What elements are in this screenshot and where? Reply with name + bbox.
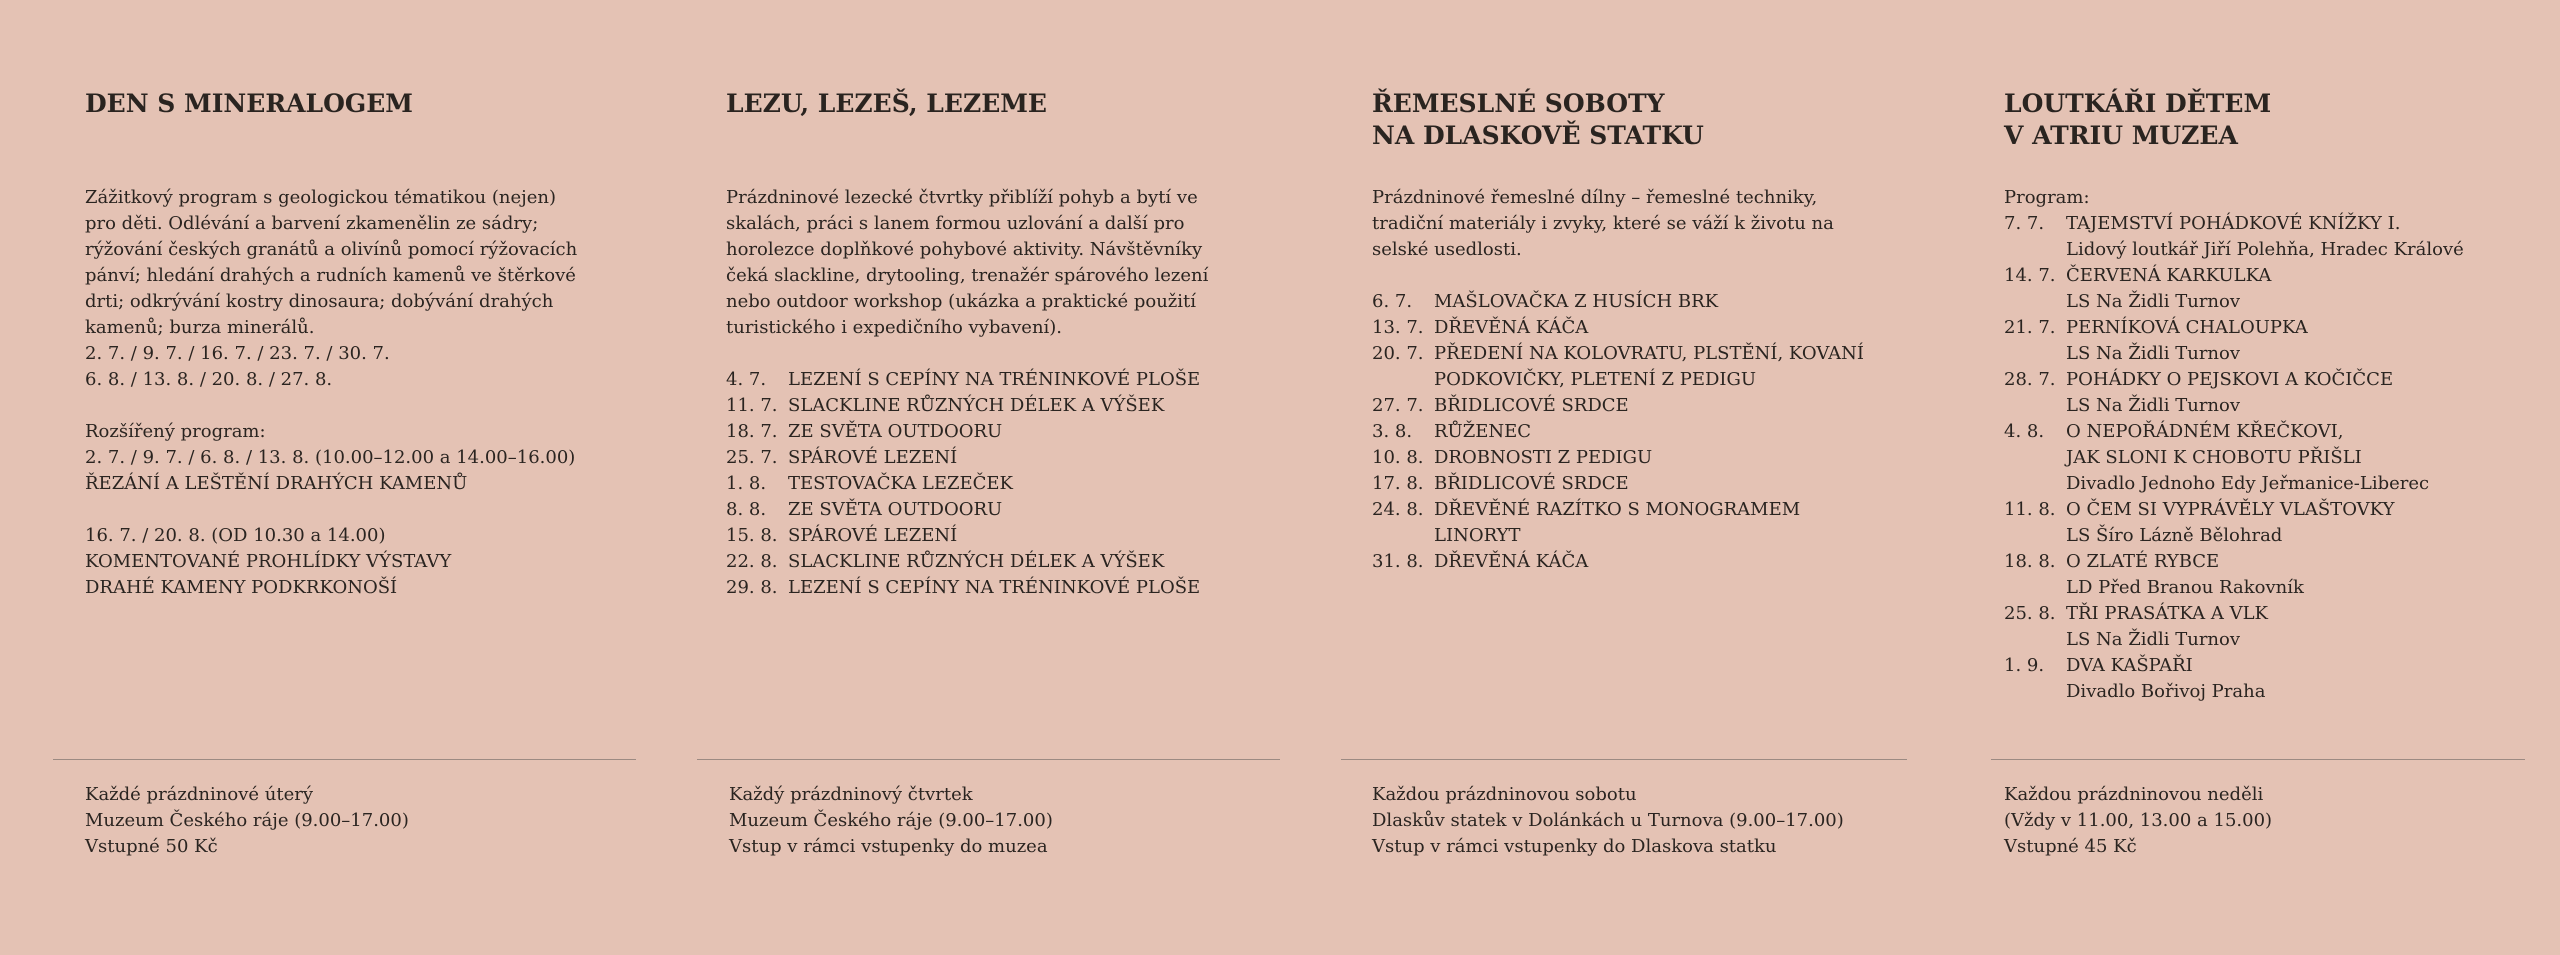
footer-place: Muzeum Českého ráje (9.00–17.00) xyxy=(729,810,1053,831)
schedule-title: PERNÍKOVÁ CHALOUPKA LS Na Židli Turnov xyxy=(2066,317,2308,364)
schedule-row xyxy=(2004,367,2464,419)
schedule-date: 22. 8. xyxy=(726,551,778,572)
intro-line: horolezce doplňkové pohybové aktivity. Návštěvníky xyxy=(726,239,1203,260)
schedule-date: 13. 7. xyxy=(1372,317,1424,338)
tour-title: KOMENTOVANÉ PROHLÍDKY VÝSTAVY xyxy=(85,551,452,572)
column-title: ŘEMESLNÉ SOBOTY NA DLASKOVĚ STATKU xyxy=(1372,89,1704,150)
schedule-date: 27. 7. xyxy=(1372,395,1424,416)
schedule-title: RŮŽENEC xyxy=(1434,421,1532,442)
schedule-date: 11. 7. xyxy=(726,395,778,416)
column-title: LEZU, LEZEŠ, LEZEME xyxy=(726,89,1047,118)
schedule-date: 1. 9. xyxy=(2004,655,2045,676)
schedule-row xyxy=(1372,419,1864,445)
schedule-row xyxy=(726,445,1208,471)
dates-line: 2. 7. / 9. 7. / 16. 7. / 23. 7. / 30. 7. xyxy=(85,343,390,364)
schedule-title: DŘEVĚNÉ RAZÍTKO S MONOGRAMEM LINORYT xyxy=(1434,499,1801,546)
schedule-row xyxy=(2004,211,2464,263)
schedule-title: ZE SVĚTA OUTDOORU xyxy=(788,499,1003,520)
schedule-row xyxy=(2004,263,2464,315)
schedule-date: 31. 8. xyxy=(1372,551,1424,572)
schedule-date: 1. 8. xyxy=(726,473,767,494)
schedule-title: O ZLATÉ RYBCE LD Před Branou Rakovník xyxy=(2066,551,2304,598)
schedule-date: 14. 7. xyxy=(2004,265,2056,286)
extended-program-label: Rozšířený program: xyxy=(85,421,266,442)
divider xyxy=(53,759,636,760)
column-body xyxy=(726,185,1208,601)
schedule-row xyxy=(1372,315,1864,341)
schedule-row xyxy=(726,497,1208,523)
schedule-date: 17. 8. xyxy=(1372,473,1424,494)
schedule-date: 7. 7. xyxy=(2004,213,2045,234)
schedule-date: 6. 7. xyxy=(1372,291,1413,312)
schedule-title: TŘI PRASÁTKA A VLK LS Na Židli Turnov xyxy=(2066,603,2268,650)
column-footer xyxy=(729,782,1053,860)
schedule-title: POHÁDKY O PEJSKOVI A KOČIČCE LS Na Židli Turnov xyxy=(2066,369,2394,416)
intro-line: pánví; hledání drahých a rudních kamenů ve štěrkové xyxy=(85,265,576,286)
footer-price: Vstup v rámci vstupenky do Dlaskova statku xyxy=(1372,836,1777,857)
column-body xyxy=(85,185,577,601)
extended-program-dates: 2. 7. / 9. 7. / 6. 8. / 13. 8. (10.00–12.00 a 14.00–16.00) xyxy=(85,447,576,468)
schedule-row xyxy=(726,471,1208,497)
schedule-row xyxy=(1372,497,1864,549)
schedule-title: SPÁROVÉ LEZENÍ xyxy=(788,525,958,546)
footer-price: Vstupné 50 Kč xyxy=(85,836,218,857)
schedule-title: ZE SVĚTA OUTDOORU xyxy=(788,421,1003,442)
schedule-row xyxy=(2004,315,2464,367)
intro-line: turistického i expedičního vybavení). xyxy=(726,317,1063,338)
schedule-row xyxy=(2004,549,2464,601)
footer-day: Každou prázdninovou sobotu xyxy=(1372,784,1637,805)
intro-line: rýžování českých granátů a olivínů pomocí rýžovacích xyxy=(85,239,578,260)
intro-line: tradiční materiály i zvyky, které se váží k životu na xyxy=(1372,213,1834,234)
schedule-row xyxy=(1372,549,1864,575)
column-footer xyxy=(2004,782,2272,860)
schedule-row xyxy=(2004,601,2464,653)
footer-place: Dlaskův statek v Dolánkách u Turnova (9.00–17.00) xyxy=(1372,810,1844,831)
schedule-date: 15. 8. xyxy=(726,525,778,546)
column-body xyxy=(1372,185,1864,575)
intro-line: drti; odkrývání kostry dinosaura; dobývání drahých xyxy=(85,291,554,312)
schedule-title: O NEPOŘÁDNÉM KŘEČKOVI, JAK SLONI K CHOBOTU PŘIŠLI Divadlo Jednoho Edy Jeřmanice-Liberec xyxy=(2066,421,2430,494)
schedule-date: 18. 7. xyxy=(726,421,778,442)
schedule-title: TAJEMSTVÍ POHÁDKOVÉ KNÍŽKY I. Lidový loutkář Jiří Polehňa, Hradec Králové xyxy=(2066,213,2464,260)
schedule-title: BŘIDLICOVÉ SRDCE xyxy=(1434,473,1629,494)
schedule-row xyxy=(726,367,1208,393)
tour-title: DRAHÉ KAMENY PODKRKONOŠÍ xyxy=(85,577,398,598)
schedule-date: 10. 8. xyxy=(1372,447,1424,468)
schedule-title: TESTOVAČKA LEZEČEK xyxy=(788,473,1014,494)
dates-line: 6. 8. / 13. 8. / 20. 8. / 27. 8. xyxy=(85,369,333,390)
footer-price: Vstup v rámci vstupenky do muzea xyxy=(729,836,1048,857)
schedule-date: 25. 8. xyxy=(2004,603,2056,624)
footer-day: Každý prázdninový čtvrtek xyxy=(729,784,973,805)
column-footer xyxy=(85,782,409,860)
schedule-title: DŘEVĚNÁ KÁČA xyxy=(1434,551,1589,572)
schedule-title: DVA KAŠPAŘI Divadlo Bořivoj Praha xyxy=(2066,655,2266,702)
schedule-row xyxy=(726,575,1208,601)
schedule-row xyxy=(1372,393,1864,419)
footer-day: Každou prázdninovou neděli xyxy=(2004,784,2264,805)
schedule-date: 8. 8. xyxy=(726,499,767,520)
divider xyxy=(1341,759,1907,760)
schedule-date: 18. 8. xyxy=(2004,551,2056,572)
column-title: LOUTKÁŘI DĚTEM V ATRIU MUZEA xyxy=(2004,89,2272,150)
schedule-title: SLACKLINE RŮZNÝCH DÉLEK A VÝŠEK xyxy=(788,551,1165,572)
schedule-title: ČERVENÁ KARKULKA LS Na Židli Turnov xyxy=(2066,265,2272,312)
schedule-date: 3. 8. xyxy=(1372,421,1413,442)
schedule-title: LEZENÍ S CEPÍNY NA TRÉNINKOVÉ PLOŠE xyxy=(788,577,1201,598)
schedule-date: 24. 8. xyxy=(1372,499,1424,520)
schedule-title: BŘIDLICOVÉ SRDCE xyxy=(1434,395,1629,416)
schedule-title: SPÁROVÉ LEZENÍ xyxy=(788,447,958,468)
intro-line: selské usedlosti. xyxy=(1372,239,1522,260)
intro-line: skalách, práci s lanem formou uzlování a další pro xyxy=(726,213,1185,234)
intro-line: kamenů; burza minerálů. xyxy=(85,317,315,338)
schedule-row xyxy=(1372,341,1864,393)
footer-day: Každé prázdninové úterý xyxy=(85,784,313,805)
intro-line: pro děti. Odlévání a barvení zkamenělin ze sádry; xyxy=(85,213,539,234)
intro-line: Zážitkový program s geologickou tématikou (nejen) xyxy=(85,187,556,208)
schedule-title: SLACKLINE RŮZNÝCH DÉLEK A VÝŠEK xyxy=(788,395,1165,416)
schedule-row xyxy=(1372,445,1864,471)
schedule-title: O ČEM SI VYPRÁVĚLY VLAŠTOVKY LS Šíro Lázně Bělohrad xyxy=(2066,499,2395,546)
schedule-row xyxy=(1372,289,1864,315)
schedule-row xyxy=(2004,419,2464,497)
schedule-title: LEZENÍ S CEPÍNY NA TRÉNINKOVÉ PLOŠE xyxy=(788,369,1201,390)
column-body xyxy=(2004,185,2464,705)
schedule-row xyxy=(726,523,1208,549)
column-footer xyxy=(1372,782,1844,860)
schedule-row xyxy=(2004,653,2464,705)
footer-price: Vstupné 45 Kč xyxy=(2004,836,2137,857)
footer-place: Muzeum Českého ráje (9.00–17.00) xyxy=(85,810,409,831)
schedule-row xyxy=(1372,471,1864,497)
program-label: Program: xyxy=(2004,187,2090,208)
intro-line: čeká slackline, drytooling, trenažér spárového lezení xyxy=(726,265,1209,286)
schedule-row xyxy=(726,549,1208,575)
divider xyxy=(697,759,1280,760)
schedule-date: 4. 7. xyxy=(726,369,767,390)
intro-line: nebo outdoor workshop (ukázka a praktické použití xyxy=(726,291,1197,312)
intro-line: Prázdninové řemeslné dílny – řemeslné techniky, xyxy=(1372,187,1818,208)
schedule-date: 11. 8. xyxy=(2004,499,2056,520)
schedule-title: MAŠLOVAČKA Z HUSÍCH BRK xyxy=(1434,291,1719,312)
divider xyxy=(1991,759,2525,760)
extended-program-title: ŘEZÁNÍ A LEŠTĚNÍ DRAHÝCH KAMENŮ xyxy=(85,473,468,494)
schedule-date: 29. 8. xyxy=(726,577,778,598)
schedule-row xyxy=(726,393,1208,419)
schedule-title: DŘEVĚNÁ KÁČA xyxy=(1434,317,1589,338)
footer-place: (Vždy v 11.00, 13.00 a 15.00) xyxy=(2004,810,2273,831)
schedule-title: DROBNOSTI Z PEDIGU xyxy=(1434,447,1653,468)
tour-dates: 16. 7. / 20. 8. (OD 10.30 a 14.00) xyxy=(85,525,386,546)
schedule-date: 25. 7. xyxy=(726,447,778,468)
schedule-date: 28. 7. xyxy=(2004,369,2056,390)
intro-line: Prázdninové lezecké čtvrtky přiblíží pohyb a bytí ve xyxy=(726,187,1198,208)
schedule-date: 4. 8. xyxy=(2004,421,2045,442)
schedule-date: 21. 7. xyxy=(2004,317,2056,338)
schedule-title: PŘEDENÍ NA KOLOVRATU, PLSTĚNÍ, KOVANÍ PODKOVIČKY, PLETENÍ Z PEDIGU xyxy=(1434,343,1864,390)
schedule-row xyxy=(2004,497,2464,549)
schedule-date: 20. 7. xyxy=(1372,343,1424,364)
schedule-row xyxy=(726,419,1208,445)
column-title: DEN S MINERALOGEM xyxy=(85,89,413,118)
